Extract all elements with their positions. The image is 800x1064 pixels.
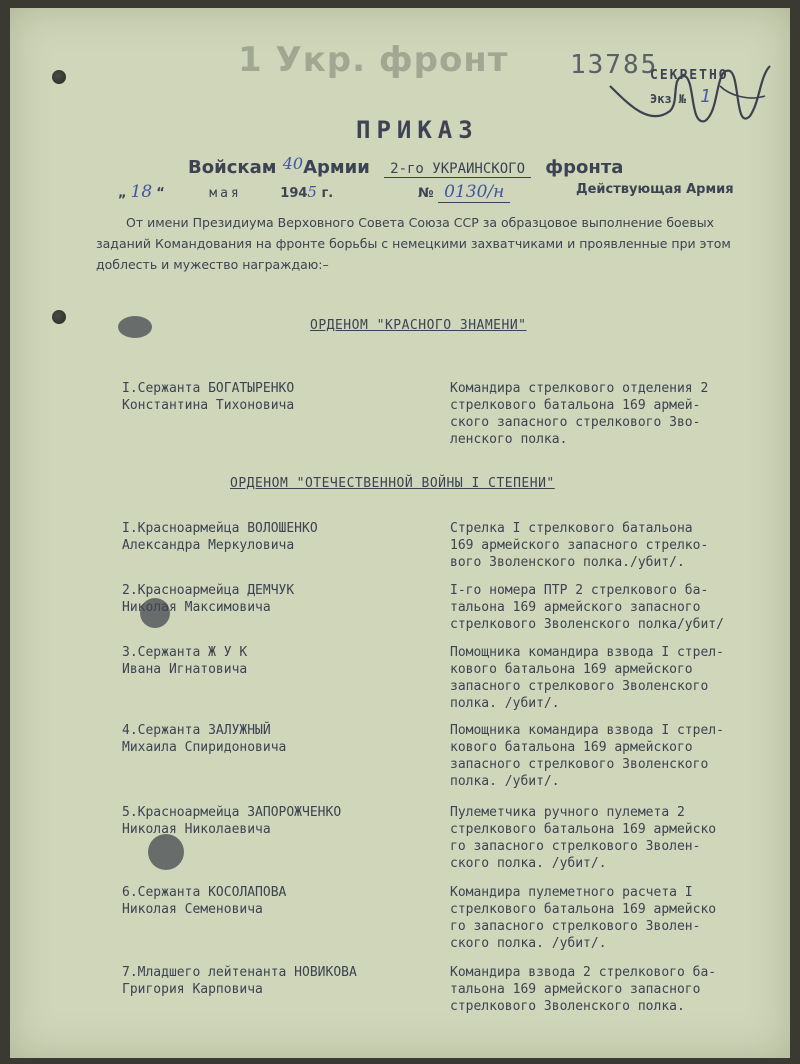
front-word: фронта <box>545 157 624 178</box>
order-month: мая <box>209 186 242 201</box>
award-name: 6.Сержанта КОСОЛАПОВА Николая Семеновича <box>122 885 287 917</box>
signature-icon <box>600 56 780 146</box>
year-g: г. <box>321 186 334 201</box>
army-status: Действующая Армия <box>576 182 734 197</box>
award-name: 2.Красноармейца ДЕМЧУК Николая Максимовича <box>122 583 295 615</box>
front-name: 2-го УКРАИНСКОГО <box>384 161 531 178</box>
troops-line <box>188 154 623 178</box>
order-preamble: От имени Президиума Верховного Совета Союза ССР за образцовое выполнение боевых заданий Командования на фронте борьбы с немецкими захватчиками и проявленные при этом доблесть и мужество награждаю:– <box>96 215 731 272</box>
order-number: 0130/н <box>438 182 510 203</box>
army-word: Армии <box>303 157 370 178</box>
award-description: Помощника командира взвода I стрел- кового батальона 169 армейского запасного стрелкового Зволенского полка. /убит/. <box>450 723 724 789</box>
copy-label: Экз № <box>650 92 687 106</box>
order-number-line <box>418 182 510 202</box>
ink-blot <box>148 834 184 870</box>
award-name: I.Сержанта БОГАТЫРЕНКО Константина Тихоновича <box>122 381 295 413</box>
award-description: Пулеметчика ручного пулемета 2 стрелкового батальона 169 армейско го запасного стрелкового Зволен- ского полка. /убит/. <box>450 805 717 871</box>
document-page <box>10 8 790 1058</box>
punch-hole <box>52 310 66 324</box>
section-title-red-banner: ОРДЕНОМ "КРАСНОГО ЗНАМЕНИ" <box>310 318 527 333</box>
registration-number: 13785 <box>570 50 659 80</box>
award-name: 7.Младшего лейтенанта НОВИКОВА Григория Карповича <box>122 965 357 997</box>
ink-blot <box>118 316 152 338</box>
front-stamp: 1 Укр. фронт <box>238 40 509 80</box>
award-description: Командира пулеметного расчета I стрелкового батальона 169 армейско го запасного стрелкового Зволен- ского полка. /убит/. <box>450 885 717 951</box>
section-title-patriotic-war: ОРДЕНОМ "ОТЕЧЕСТВЕННОЙ ВОЙНЫ I СТЕПЕНИ" <box>230 476 555 491</box>
army-number: 40 <box>282 154 304 173</box>
award-description: Командира взвода 2 стрелкового ба- тальона 169 армейского запасного стрелкового Зволенского полка. <box>450 965 717 1014</box>
award-description: Командира стрелкового отделения 2 стрелкового батальона 169 армей- ского запасного стрелкового Зво- ленского полка. <box>450 381 709 447</box>
number-label: № <box>418 186 434 201</box>
secrecy-label: СЕКРЕТНО <box>650 68 729 83</box>
award-name: 3.Сержанта Ж У К Ивана Игнатовича <box>122 645 248 677</box>
punch-hole <box>52 70 66 84</box>
award-description: I-го номера ПТР 2 стрелкового ба- тальона 169 армейского запасного стрелкового Зволенского полка/убит/ <box>450 583 724 632</box>
order-title: ПРИКАЗ <box>356 116 479 144</box>
award-name: 4.Сержанта ЗАЛУЖНЫЙ Михаила Спиридоновича <box>122 723 287 755</box>
award-name: 5.Красноармейца ЗАПОРОЖЧЕНКО Николая Николаевича <box>122 805 342 837</box>
award-description: Стрелка I стрелкового батальона 169 армейского запасного стрелко- вого Зволенского полка./убит/. <box>450 521 709 570</box>
year-suffix: 5 <box>307 183 317 201</box>
troops-prefix: Войскам <box>188 157 277 178</box>
order-day: 18 <box>130 182 153 202</box>
order-date: „ 18 “ мая 1945 г. <box>118 182 334 202</box>
year-prefix: 194 <box>280 186 308 201</box>
award-name: I.Красноармейца ВОЛОШЕНКО Александра Меркуловича <box>122 521 318 553</box>
award-description: Помощника командира взвода I стрел- кового батальона 169 армейского запасного стрелкового Зволенского полка. /убит/. <box>450 645 724 711</box>
copy-number: 1 <box>700 86 711 107</box>
